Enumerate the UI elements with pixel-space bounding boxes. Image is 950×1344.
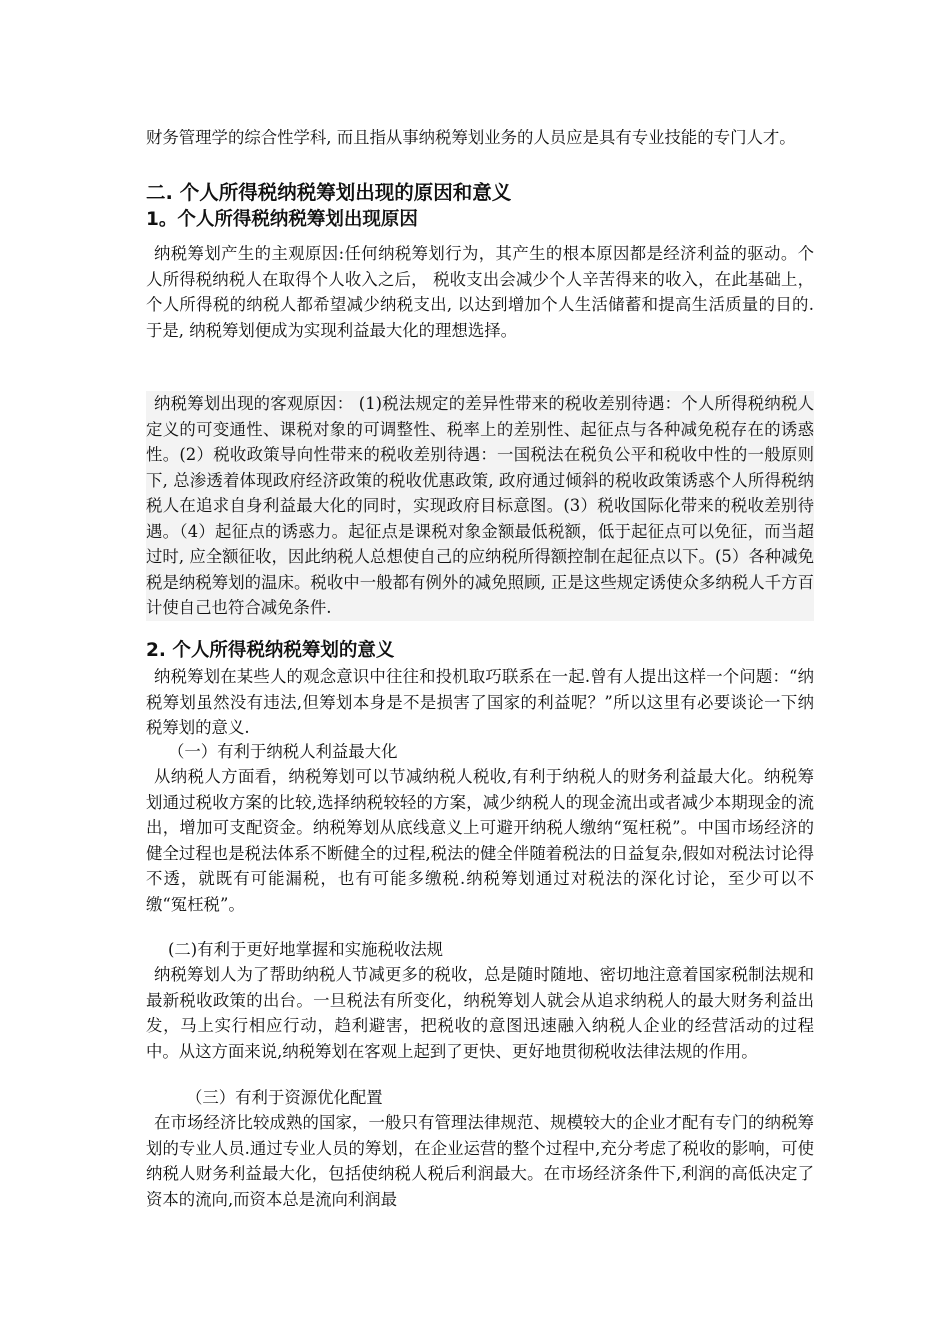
paragraph-text: 纳税筹划出现的客观原因： (1)税法规定的差异性带来的税收差别待遇：个人所得税纳税人定义的可变通性、课税对象的可调整性、税率上的差别性、起征点与各种减免税存在的诱惑性。(2）税收政策导向性带来的税收差别待遇：一国税法在税负公平和税收中性的一般原则下, 总渗透着体现政府经济政策的税收优惠政策, 政府通过倾斜的税收政策诱惑个人所得税纳税人在追求自身利益最大化的同时，实现政府目标意图。(3）税收国际化带来的税收差别待遇。（4）起征点的诱惑力。起征点是课税对象金额最低税额，低于起征点可以免征，而当超过时, 应全额征收，因此纳税人总想使自己的应纳税所得额控制在起征点以下。(5）各种减免税是纳税筹划的温床。税收中一般都有例外的减免照顾, 正是这些规定诱使众多纳税人千方百计使自己也符合减免条件. [146,394,814,617]
paragraph-significance-intro [146,664,814,741]
paragraph-point-2 [146,962,814,1064]
paragraph-text: 财务管理学的综合性学科, 而且指从事纳税筹划业务的人员应是具有专业技能的专门人才。 [146,128,796,147]
paragraph-text: 在市场经济比较成熟的国家，一般只有管理法律规范、规模较大的企业才配有专门的纳税筹划的专业人员.通过专业人员的筹划，在企业运营的整个过程中,充分考虑了税收的影响，可使纳税人财务利益最大化，包括使纳税人税后利润最大。在市场经济条件下,利润的高低决定了资本的流向,而资本总是流向利润最 [146,1113,814,1209]
paragraph-point-1 [146,764,814,917]
paragraph-objective-reasons [146,391,814,621]
subsection-heading-1 [146,207,814,232]
paragraph-text: 纳税筹划产生的主观原因:任何纳税筹划行为，其产生的根本原因都是经济利益的驱动。个人所得税纳税人在取得个人收入之后， 税收支出会减少个人辛苦得来的收入，在此基础上， 个人所得税的纳税人都希望减少纳税支出, 以达到增加个人生活储蓄和提高生活质量的目的. 于是, 纳税筹划便成为实现利益最大化的理想选择。 [146,244,814,340]
paragraph-point-3 [146,1110,814,1212]
point-title: （三）有利于资源优化配置 [186,1088,383,1107]
point-title: (二)有利于更好地掌握和实施税收法规 [168,940,444,959]
paragraph-text: 纳税筹划在某些人的观念意识中往往和投机取巧联系在一起.曾有人提出这样一个问题：“纳税筹划虽然没有违法,但筹划本身是不是损害了国家的利益呢？”所以这里有必要谈论一下纳税筹划的意义. [146,667,814,737]
subsection-title: 1。个人所得税纳税筹划出现原因 [146,209,418,230]
paragraph-subjective-reasons [146,241,814,343]
point-heading-3 [146,1085,814,1111]
paragraph-text: 从纳税人方面看，纳税筹划可以节减纳税人税收,有利于纳税人的财务利益最大化。纳税筹划通过税收方案的比较,选择纳税较轻的方案，减少纳税人的现金流出或者减少本期现金的流出，增加可支配资金。纳税筹划从底线意义上可避开纳税人缴纳“冤枉税”。中国市场经济的健全过程也是税法体系不断健全的过程,税法的健全伴随着税法的日益复杂,假如对税法讨论得不透，就既有可能漏税，也有可能多缴税.纳税筹划通过对税法的深化讨论，至少可以不缴“冤枉税”。 [146,767,814,914]
point-heading-2 [146,937,814,963]
section-heading-2 [146,180,814,206]
section-title: 二. 个人所得税纳税筹划出现的原因和意义 [146,181,512,204]
subsection-title: 2. 个人所得税纳税筹划的意义 [146,640,395,661]
paragraph-intro-continuation [146,125,814,151]
point-title: （一）有利于纳税人利益最大化 [168,742,398,761]
point-heading-1 [146,739,814,765]
paragraph-text: 纳税筹划人为了帮助纳税人节减更多的税收，总是随时随地、密切地注意着国家税制法规和最新税收政策的出台。一旦税法有所变化，纳税筹划人就会从追求纳税人的最大财务利益出发，马上实行相应行动，趋利避害，把税收的意图迅速融入纳税人企业的经营活动的过程中。从这方面来说,纳税筹划在客观上起到了更快、更好地贯彻税收法律法规的作用。 [146,965,814,1061]
subsection-heading-2 [146,638,814,663]
